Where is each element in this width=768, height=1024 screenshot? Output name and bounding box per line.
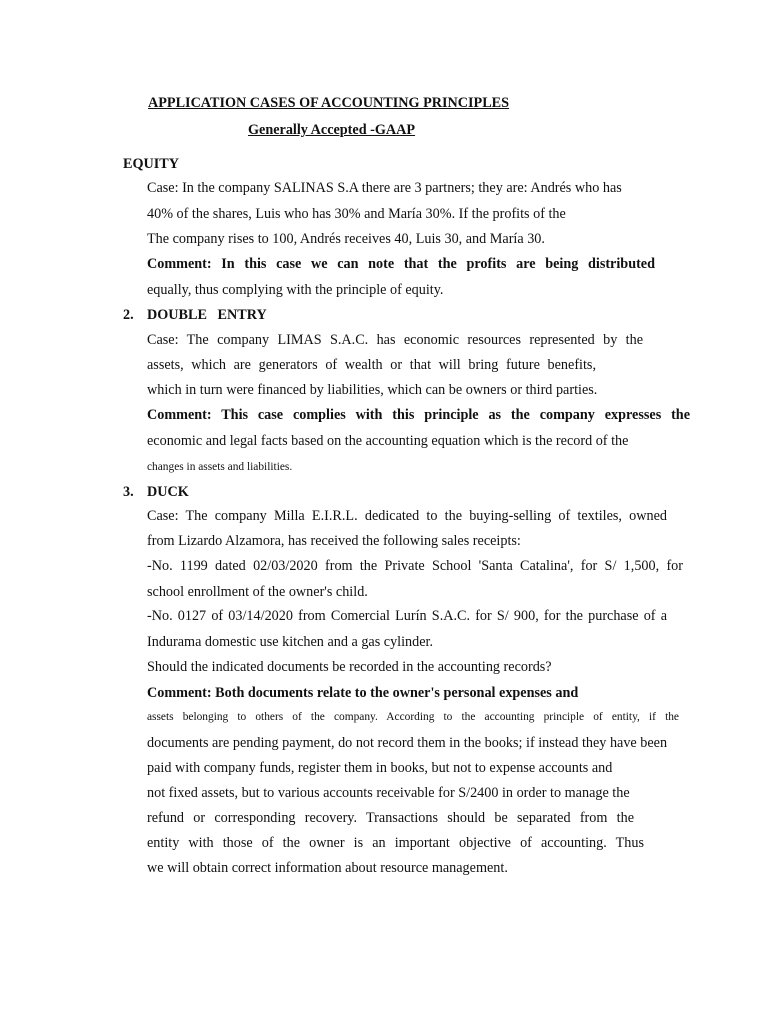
paragraph-line: Case: The company Milla E.I.R.L. dedicated to the buying-selling of textiles, owned: [147, 508, 667, 524]
comment-line: we will obtain correct information about resource management.: [147, 860, 508, 876]
section-number: 3.: [123, 484, 134, 500]
paragraph-line: Case: In the company SALINAS S.A there are 3 partners; they are: Andrés who has: [147, 180, 622, 196]
paragraph-line: from Lizardo Alzamora, has received the following sales receipts:: [147, 533, 521, 549]
comment-line: assets belonging to others of the company. According to the accounting principle of entity, if the: [147, 711, 679, 723]
paragraph-line: Indurama domestic use kitchen and a gas cylinder.: [147, 634, 434, 650]
section-heading-double-entry: DOUBLE ENTRY: [147, 307, 267, 323]
paragraph-line: Should the indicated documents be recorded in the accounting records?: [147, 659, 552, 675]
comment-line: refund or corresponding recovery. Transactions should be separated from the: [147, 810, 634, 826]
section-heading-equity: EQUITY: [123, 156, 179, 172]
comment-line: Comment: Both documents relate to the owner's personal expenses and: [147, 685, 579, 701]
comment-line: Comment: In this case we can note that the profits are being distributed: [147, 256, 655, 272]
paragraph-line: assets, which are generators of wealth or that will bring future benefits,: [147, 357, 596, 373]
comment-line: not fixed assets, but to various accounts receivable for S/2400 in order to manage the: [147, 785, 630, 801]
section-number: 2.: [123, 307, 134, 323]
document-subtitle: Generally Accepted -GAAP: [248, 122, 416, 138]
document-title: APPLICATION CASES OF ACCOUNTING PRINCIPLES: [148, 95, 510, 111]
paragraph-line: equally, thus complying with the principle of equity.: [147, 282, 444, 298]
paragraph-line: economic and legal facts based on the accounting equation which is the record of the: [147, 433, 629, 449]
paragraph-line: Case: The company LIMAS S.A.C. has economic resources represented by the: [147, 332, 643, 348]
paragraph-line: changes in assets and liabilities.: [147, 461, 293, 473]
section-heading-duck: DUCK: [147, 484, 189, 500]
comment-line: entity with those of the owner is an important objective of accounting. Thus: [147, 835, 644, 851]
paragraph-line: 40% of the shares, Luis who has 30% and María 30%. If the profits of the: [147, 206, 566, 222]
comment-line: Comment: This case complies with this principle as the company expresses the: [147, 407, 690, 423]
comment-line: documents are pending payment, do not record them in the books; if instead they have been: [147, 735, 668, 751]
paragraph-line: The company rises to 100, Andrés receives 40, Luis 30, and María 30.: [147, 231, 545, 247]
paragraph-line: school enrollment of the owner's child.: [147, 584, 368, 600]
comment-line: paid with company funds, register them in books, but not to expense accounts and: [147, 760, 613, 776]
paragraph-line: -No. 1199 dated 02/03/2020 from the Private School 'Santa Catalina', for S/ 1,500, for: [147, 558, 683, 574]
paragraph-line: -No. 0127 of 03/14/2020 from Comercial Lurín S.A.C. for S/ 900, for the purchase of a: [147, 608, 667, 624]
paragraph-line: which in turn were financed by liabilities, which can be owners or third parties.: [147, 382, 598, 398]
